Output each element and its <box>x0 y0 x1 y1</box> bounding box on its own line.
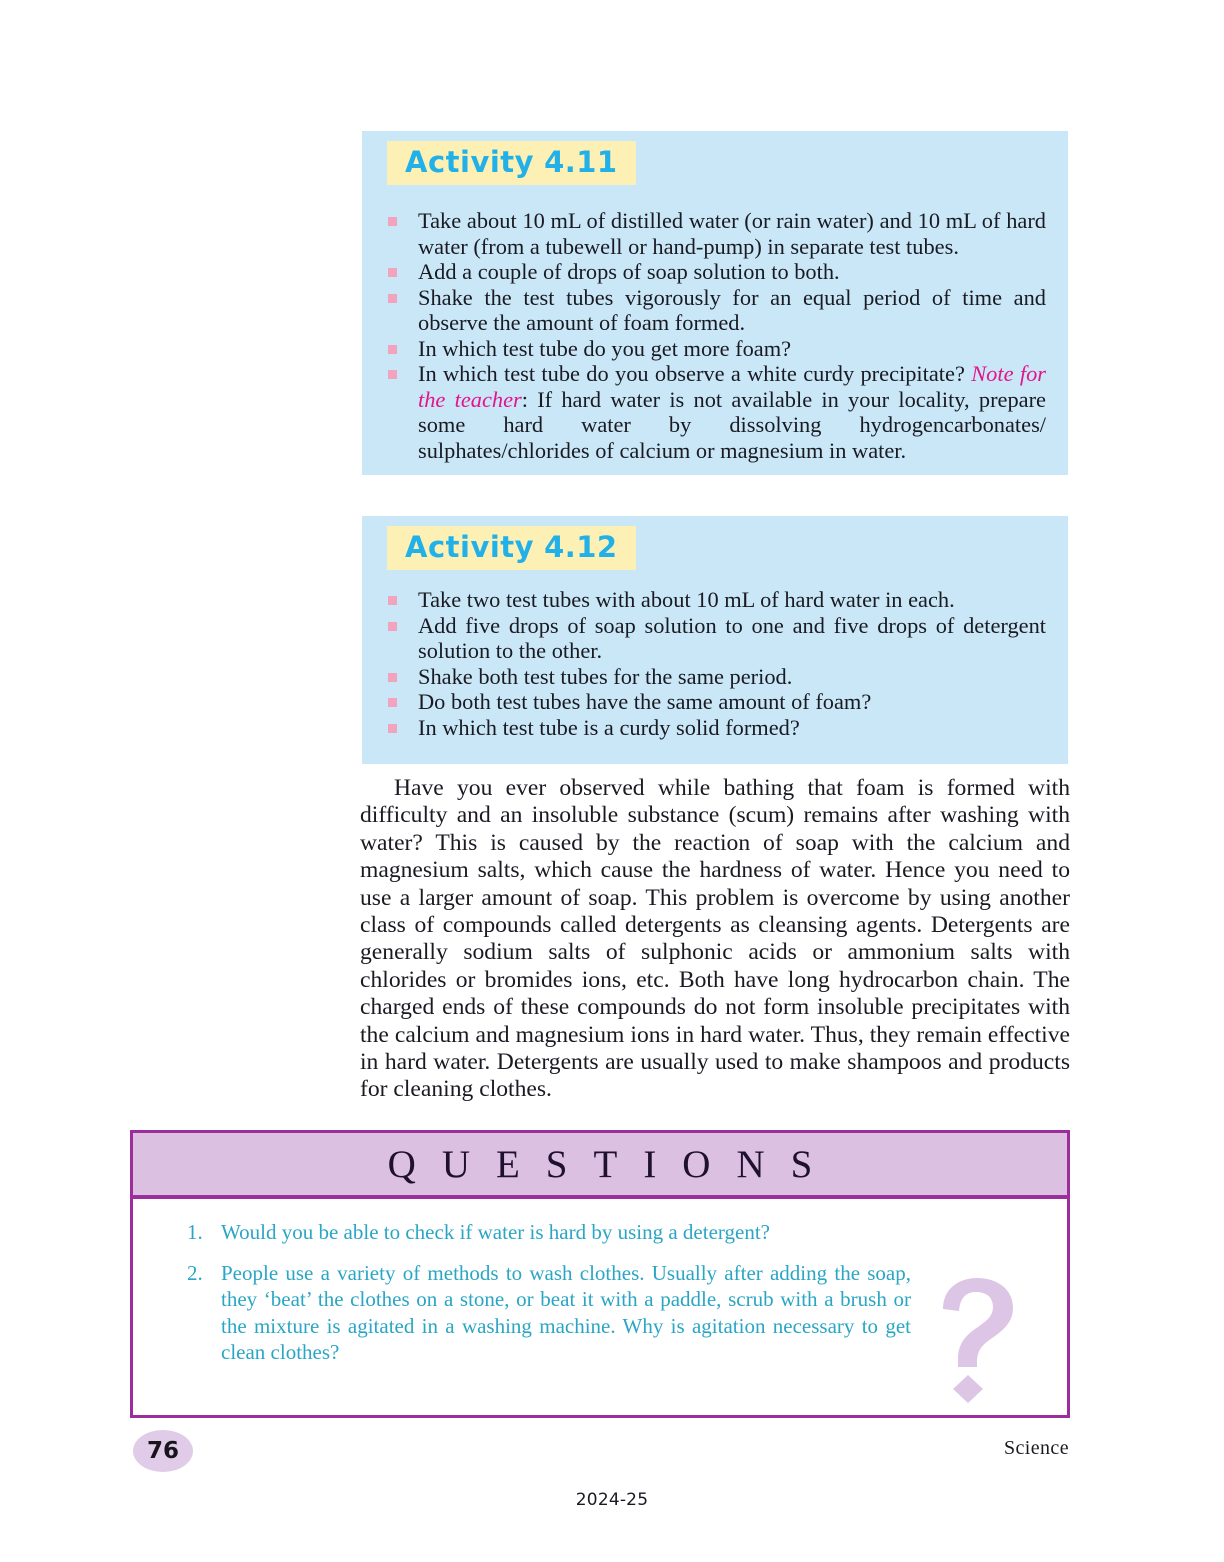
list-item <box>385 613 1046 664</box>
square-bullet-icon <box>388 345 397 354</box>
activity-box-4-11 <box>362 131 1068 475</box>
activity-steps-list-4-11 <box>385 208 1046 463</box>
list-item <box>385 208 1046 259</box>
question-number: 1. <box>187 1220 203 1244</box>
list-item <box>385 336 1046 362</box>
list-item-text: Shake the test tubes vigorously for an equal period of time and observe the amount of foam formed. <box>418 284 1046 335</box>
square-bullet-icon <box>388 596 397 605</box>
square-bullet-icon <box>388 294 397 303</box>
activity-title-badge-4-12 <box>387 526 636 570</box>
note-for-teacher-text: : If hard water is not available in your locality, prepare some hard water by dissolving hydrogencarbonates/ sulphates/chlorides of calcium or magnesium in water. <box>418 386 1046 463</box>
list-item <box>385 285 1046 336</box>
list-item-text: Add a couple of drops of soap solution to both. <box>418 259 840 284</box>
question-text: Would you be able to check if water is hard by using a detergent? <box>221 1220 770 1244</box>
list-item-text: Add five drops of soap solution to one and five drops of detergent solution to the other. <box>418 612 1046 663</box>
footer-subject-label: Science <box>1004 1437 1069 1459</box>
list-item <box>385 587 1046 613</box>
question-text: People use a variety of methods to wash clothes. Usually after adding the soap, they ‘beat’ the clothes on a stone, or beat it with a paddle, scrub with a brush or the mixture is agitated in a washing machine. Why is agitation necessary to get clean clothes? <box>221 1260 911 1364</box>
activity-label: Activity <box>405 530 535 564</box>
activity-title-badge-4-11 <box>387 141 636 185</box>
list-item-question: In which test tube do you observe a white curdy precipitate? <box>418 361 965 386</box>
activity-label: Activity <box>405 145 535 179</box>
square-bullet-icon <box>388 370 397 379</box>
list-item <box>159 1219 1041 1246</box>
questions-title: QUESTIONS <box>387 1142 839 1186</box>
questions-body <box>133 1199 1067 1415</box>
list-item-text: Do both test tubes have the same amount of foam? <box>418 689 872 714</box>
questions-header <box>133 1133 1067 1199</box>
body-paragraph: Have you ever observed while bathing that foam is formed with difficulty and an insoluble substance (scum) remains after washing with water? This is caused by the reaction of soap with the calcium and magnesium salts, which cause the hardness of water. Hence you need to use a larger amount of soap. This problem is overcome by using another class of compounds called detergents as cleansing agents. Detergents are generally sodium salts of sulphonic acids or ammonium salts with chlorides or bromides ions, etc. Both have long hydrocarbon chain. The charged ends of these compounds do not form insoluble precipitates with the calcium and magnesium ions in hard water. Thus, they remain effective in hard water. Detergents are usually used to make shampoos and products for cleaning clothes. <box>360 775 1070 1103</box>
square-bullet-icon <box>388 217 397 226</box>
page-number-badge: 76 <box>133 1430 193 1472</box>
list-item <box>385 689 1046 715</box>
list-item <box>385 715 1046 741</box>
note-for-teacher-label: Note for the teacher <box>418 361 1046 412</box>
list-item-text: In which test tube do you get more foam? <box>418 335 792 361</box>
list-item-text <box>418 361 1046 463</box>
list-item <box>385 664 1046 690</box>
square-bullet-icon <box>388 622 397 631</box>
activity-steps-list-4-12 <box>385 587 1046 740</box>
square-bullet-icon <box>388 724 397 733</box>
square-bullet-icon <box>388 268 397 277</box>
list-item-text: Take about 10 mL of distilled water (or rain water) and 10 mL of hard water (from a tubewell or hand-pump) in separate test tubes. <box>418 208 1046 259</box>
activity-box-4-12 <box>362 516 1068 764</box>
questions-panel <box>130 1130 1070 1418</box>
activity-number: 4.12 <box>544 530 618 564</box>
square-bullet-icon <box>388 673 397 682</box>
list-item-text: Take two test tubes with about 10 mL of hard water in each. <box>418 587 955 612</box>
list-item-text: Shake both test tubes for the same period. <box>418 663 793 689</box>
list-item <box>385 259 1046 285</box>
footer-year-label: 2024-25 <box>575 1490 649 1510</box>
list-item-text: In which test tube is a curdy solid formed? <box>418 714 800 740</box>
square-bullet-icon <box>388 698 397 707</box>
list-item <box>159 1260 1041 1366</box>
list-item <box>385 361 1046 463</box>
activity-number: 4.11 <box>544 145 618 179</box>
question-number: 2. <box>187 1260 203 1285</box>
